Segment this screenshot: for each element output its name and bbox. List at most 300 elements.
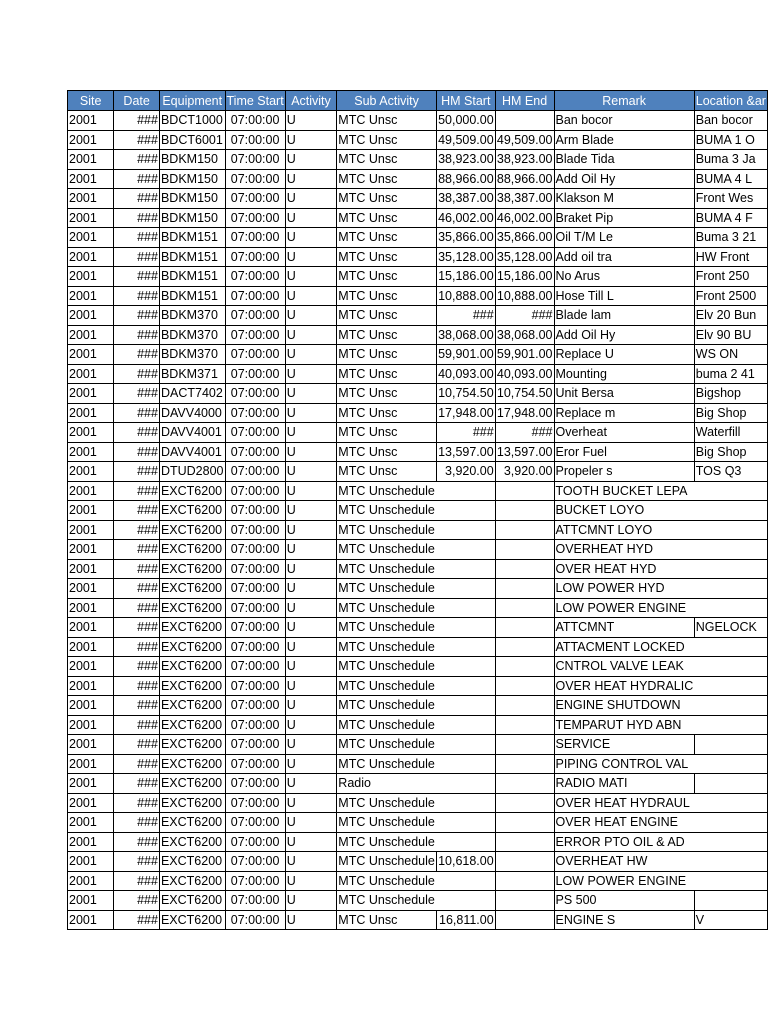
header-equipment[interactable]: Equipment xyxy=(159,91,225,111)
cell-location[interactable]: BUMA 4 L xyxy=(694,169,767,189)
cell-hm-end[interactable]: ### xyxy=(495,423,554,443)
cell-equipment[interactable]: DACT7402 xyxy=(159,384,225,404)
cell-time-start[interactable]: 07:00:00 xyxy=(225,754,285,774)
cell-time-start[interactable]: 07:00:00 xyxy=(225,462,285,482)
cell-equipment[interactable]: EXCT6200 xyxy=(159,598,225,618)
cell-location[interactable] xyxy=(694,754,767,774)
cell-hm-end[interactable]: 88,966.00 xyxy=(495,169,554,189)
cell-sub-activity[interactable]: MTC Unschedule xyxy=(337,501,437,521)
cell-remark[interactable]: Add oil tra xyxy=(554,247,694,267)
cell-hm-start[interactable] xyxy=(436,481,495,501)
cell-sub-activity[interactable]: MTC Unschedule xyxy=(337,481,437,501)
cell-activity[interactable]: U xyxy=(285,423,337,443)
cell-equipment[interactable]: EXCT6200 xyxy=(159,715,225,735)
cell-remark[interactable]: Propeler s xyxy=(554,462,694,482)
cell-remark[interactable]: Oil T/M Le xyxy=(554,228,694,248)
cell-equipment[interactable]: BDKM150 xyxy=(159,189,225,209)
cell-time-start[interactable]: 07:00:00 xyxy=(225,618,285,638)
cell-location[interactable] xyxy=(694,520,767,540)
cell-site[interactable]: 2001 xyxy=(68,793,114,813)
cell-sub-activity[interactable]: MTC Unsc xyxy=(337,325,437,345)
cell-equipment[interactable]: EXCT6200 xyxy=(159,813,225,833)
cell-time-start[interactable]: 07:00:00 xyxy=(225,169,285,189)
cell-equipment[interactable]: BDKM151 xyxy=(159,247,225,267)
cell-remark[interactable]: Unit Bersa xyxy=(554,384,694,404)
cell-activity[interactable]: U xyxy=(285,657,337,677)
cell-hm-start[interactable] xyxy=(436,715,495,735)
cell-activity[interactable]: U xyxy=(285,150,337,170)
cell-hm-end[interactable]: 3,920.00 xyxy=(495,462,554,482)
cell-site[interactable]: 2001 xyxy=(68,228,114,248)
cell-hm-end[interactable]: ### xyxy=(495,306,554,326)
cell-hm-end[interactable]: 10,888.00 xyxy=(495,286,554,306)
cell-location[interactable]: Front Wes xyxy=(694,189,767,209)
cell-date[interactable]: ### xyxy=(114,228,160,248)
cell-time-start[interactable]: 07:00:00 xyxy=(225,403,285,423)
cell-site[interactable]: 2001 xyxy=(68,520,114,540)
cell-location[interactable]: Ban bocor xyxy=(694,111,767,131)
cell-activity[interactable]: U xyxy=(285,306,337,326)
cell-activity[interactable]: U xyxy=(285,169,337,189)
cell-sub-activity[interactable]: MTC Unschedule xyxy=(337,579,437,599)
cell-site[interactable]: 2001 xyxy=(68,910,114,930)
cell-remark[interactable]: ATTCMNT LOYO xyxy=(554,520,694,540)
cell-date[interactable]: ### xyxy=(114,130,160,150)
cell-date[interactable]: ### xyxy=(114,540,160,560)
cell-site[interactable]: 2001 xyxy=(68,579,114,599)
cell-equipment[interactable]: EXCT6200 xyxy=(159,774,225,794)
cell-time-start[interactable]: 07:00:00 xyxy=(225,345,285,365)
cell-remark[interactable]: Ban bocor xyxy=(554,111,694,131)
cell-activity[interactable]: U xyxy=(285,871,337,891)
cell-date[interactable]: ### xyxy=(114,559,160,579)
cell-location[interactable]: Elv 90 BU xyxy=(694,325,767,345)
cell-activity[interactable]: U xyxy=(285,111,337,131)
cell-hm-end[interactable] xyxy=(495,657,554,677)
cell-equipment[interactable]: EXCT6200 xyxy=(159,520,225,540)
cell-activity[interactable]: U xyxy=(285,598,337,618)
cell-remark[interactable]: ENGINE S xyxy=(554,910,694,930)
cell-time-start[interactable]: 07:00:00 xyxy=(225,793,285,813)
cell-equipment[interactable]: DTUD2800 xyxy=(159,462,225,482)
cell-equipment[interactable]: EXCT6200 xyxy=(159,891,225,911)
cell-equipment[interactable]: BDCT1000 xyxy=(159,111,225,131)
cell-hm-start[interactable] xyxy=(436,813,495,833)
cell-equipment[interactable]: BDKM151 xyxy=(159,286,225,306)
cell-hm-end[interactable] xyxy=(495,637,554,657)
cell-location[interactable]: V xyxy=(694,910,767,930)
cell-location[interactable]: Big Shop xyxy=(694,442,767,462)
header-site[interactable]: Site xyxy=(68,91,114,111)
cell-site[interactable]: 2001 xyxy=(68,403,114,423)
cell-remark[interactable]: ENGINE SHUTDOWN xyxy=(554,696,694,716)
cell-location[interactable]: Front 2500 xyxy=(694,286,767,306)
cell-sub-activity[interactable]: MTC Unsc xyxy=(337,403,437,423)
cell-hm-end[interactable] xyxy=(495,891,554,911)
cell-sub-activity[interactable]: MTC Unschedule xyxy=(337,696,437,716)
cell-remark[interactable]: Add Oil Hy xyxy=(554,169,694,189)
cell-date[interactable]: ### xyxy=(114,637,160,657)
cell-location[interactable] xyxy=(694,481,767,501)
cell-time-start[interactable]: 07:00:00 xyxy=(225,423,285,443)
cell-remark[interactable]: ERROR PTO OIL & AD xyxy=(554,832,694,852)
cell-activity[interactable]: U xyxy=(285,189,337,209)
cell-hm-end[interactable]: 35,128.00 xyxy=(495,247,554,267)
cell-hm-start[interactable] xyxy=(436,735,495,755)
cell-sub-activity[interactable]: MTC Unsc xyxy=(337,910,437,930)
cell-hm-start[interactable] xyxy=(436,832,495,852)
cell-sub-activity[interactable]: MTC Unschedule xyxy=(337,618,437,638)
cell-date[interactable]: ### xyxy=(114,696,160,716)
cell-site[interactable]: 2001 xyxy=(68,423,114,443)
cell-equipment[interactable]: EXCT6200 xyxy=(159,579,225,599)
cell-date[interactable]: ### xyxy=(114,364,160,384)
cell-equipment[interactable]: DAVV4001 xyxy=(159,442,225,462)
cell-time-start[interactable]: 07:00:00 xyxy=(225,871,285,891)
cell-equipment[interactable]: BDKM370 xyxy=(159,325,225,345)
cell-date[interactable]: ### xyxy=(114,208,160,228)
cell-equipment[interactable]: EXCT6200 xyxy=(159,481,225,501)
header-hm-end[interactable]: HM End xyxy=(495,91,554,111)
cell-time-start[interactable]: 07:00:00 xyxy=(225,832,285,852)
cell-location[interactable] xyxy=(694,891,767,911)
cell-remark[interactable]: Overheat xyxy=(554,423,694,443)
cell-remark[interactable]: ATTCMNT xyxy=(554,618,694,638)
cell-hm-start[interactable] xyxy=(436,579,495,599)
cell-site[interactable]: 2001 xyxy=(68,540,114,560)
cell-time-start[interactable]: 07:00:00 xyxy=(225,286,285,306)
cell-remark[interactable]: OVERHEAT HYD xyxy=(554,540,694,560)
cell-site[interactable]: 2001 xyxy=(68,247,114,267)
cell-site[interactable]: 2001 xyxy=(68,150,114,170)
cell-location[interactable] xyxy=(694,657,767,677)
cell-hm-end[interactable] xyxy=(495,813,554,833)
cell-hm-start[interactable]: 35,866.00 xyxy=(436,228,495,248)
cell-equipment[interactable]: BDKM371 xyxy=(159,364,225,384)
cell-hm-start[interactable] xyxy=(436,637,495,657)
cell-equipment[interactable]: DAVV4000 xyxy=(159,403,225,423)
cell-hm-end[interactable] xyxy=(495,540,554,560)
cell-hm-start[interactable] xyxy=(436,657,495,677)
cell-activity[interactable]: U xyxy=(285,130,337,150)
cell-hm-end[interactable] xyxy=(495,501,554,521)
cell-hm-start[interactable]: 3,920.00 xyxy=(436,462,495,482)
cell-location[interactable] xyxy=(694,813,767,833)
cell-remark[interactable]: ATTACMENT LOCKED xyxy=(554,637,694,657)
cell-site[interactable]: 2001 xyxy=(68,306,114,326)
cell-sub-activity[interactable]: MTC Unschedule xyxy=(337,657,437,677)
cell-hm-end[interactable] xyxy=(495,852,554,872)
cell-sub-activity[interactable]: MTC Unschedule xyxy=(337,715,437,735)
cell-location[interactable] xyxy=(694,871,767,891)
cell-date[interactable]: ### xyxy=(114,852,160,872)
cell-sub-activity[interactable]: MTC Unschedule xyxy=(337,637,437,657)
cell-time-start[interactable]: 07:00:00 xyxy=(225,442,285,462)
cell-remark[interactable]: OVER HEAT HYD xyxy=(554,559,694,579)
cell-location[interactable] xyxy=(694,559,767,579)
cell-equipment[interactable]: EXCT6200 xyxy=(159,735,225,755)
header-hm-start[interactable]: HM Start xyxy=(436,91,495,111)
cell-hm-end[interactable] xyxy=(495,520,554,540)
cell-activity[interactable]: U xyxy=(285,520,337,540)
cell-activity[interactable]: U xyxy=(285,228,337,248)
cell-date[interactable]: ### xyxy=(114,598,160,618)
cell-time-start[interactable]: 07:00:00 xyxy=(225,189,285,209)
cell-site[interactable]: 2001 xyxy=(68,715,114,735)
cell-hm-start[interactable] xyxy=(436,696,495,716)
cell-date[interactable]: ### xyxy=(114,462,160,482)
cell-hm-end[interactable]: 17,948.00 xyxy=(495,403,554,423)
cell-time-start[interactable]: 07:00:00 xyxy=(225,598,285,618)
cell-hm-start[interactable]: 40,093.00 xyxy=(436,364,495,384)
cell-site[interactable]: 2001 xyxy=(68,169,114,189)
cell-location[interactable]: Buma 3 21 xyxy=(694,228,767,248)
cell-hm-end[interactable]: 40,093.00 xyxy=(495,364,554,384)
cell-site[interactable]: 2001 xyxy=(68,189,114,209)
cell-date[interactable]: ### xyxy=(114,618,160,638)
cell-time-start[interactable]: 07:00:00 xyxy=(225,384,285,404)
cell-equipment[interactable]: EXCT6200 xyxy=(159,637,225,657)
cell-time-start[interactable]: 07:00:00 xyxy=(225,267,285,287)
header-time-start[interactable]: Time Start xyxy=(225,91,285,111)
cell-time-start[interactable]: 07:00:00 xyxy=(225,813,285,833)
cell-location[interactable] xyxy=(694,501,767,521)
cell-date[interactable]: ### xyxy=(114,520,160,540)
cell-remark[interactable]: LOW POWER HYD xyxy=(554,579,694,599)
cell-time-start[interactable]: 07:00:00 xyxy=(225,735,285,755)
cell-location[interactable] xyxy=(694,793,767,813)
cell-hm-start[interactable] xyxy=(436,891,495,911)
cell-hm-start[interactable] xyxy=(436,676,495,696)
cell-time-start[interactable]: 07:00:00 xyxy=(225,579,285,599)
cell-location[interactable]: Big Shop xyxy=(694,403,767,423)
cell-activity[interactable]: U xyxy=(285,579,337,599)
cell-hm-end[interactable] xyxy=(495,481,554,501)
cell-location[interactable]: BUMA 4 F xyxy=(694,208,767,228)
cell-location[interactable] xyxy=(694,579,767,599)
cell-date[interactable]: ### xyxy=(114,345,160,365)
cell-remark[interactable]: LOW POWER ENGINE xyxy=(554,598,694,618)
cell-hm-end[interactable] xyxy=(495,735,554,755)
cell-date[interactable]: ### xyxy=(114,247,160,267)
cell-hm-start[interactable]: 35,128.00 xyxy=(436,247,495,267)
cell-remark[interactable]: Klakson M xyxy=(554,189,694,209)
cell-hm-end[interactable] xyxy=(495,618,554,638)
cell-site[interactable]: 2001 xyxy=(68,286,114,306)
cell-hm-end[interactable] xyxy=(495,696,554,716)
cell-remark[interactable]: RADIO MATI xyxy=(554,774,694,794)
cell-equipment[interactable]: BDKM370 xyxy=(159,345,225,365)
cell-site[interactable]: 2001 xyxy=(68,774,114,794)
cell-site[interactable]: 2001 xyxy=(68,735,114,755)
cell-hm-start[interactable]: 38,068.00 xyxy=(436,325,495,345)
cell-site[interactable]: 2001 xyxy=(68,754,114,774)
cell-activity[interactable]: U xyxy=(285,403,337,423)
cell-date[interactable]: ### xyxy=(114,813,160,833)
cell-hm-end[interactable] xyxy=(495,579,554,599)
cell-location[interactable] xyxy=(694,715,767,735)
cell-time-start[interactable]: 07:00:00 xyxy=(225,715,285,735)
cell-remark[interactable]: PS 500 xyxy=(554,891,694,911)
cell-activity[interactable]: U xyxy=(285,754,337,774)
cell-activity[interactable]: U xyxy=(285,442,337,462)
cell-sub-activity[interactable]: MTC Unsc xyxy=(337,111,437,131)
cell-location[interactable]: Bigshop xyxy=(694,384,767,404)
cell-time-start[interactable]: 07:00:00 xyxy=(225,559,285,579)
cell-activity[interactable]: U xyxy=(285,891,337,911)
cell-hm-start[interactable] xyxy=(436,871,495,891)
cell-equipment[interactable]: DAVV4001 xyxy=(159,423,225,443)
cell-equipment[interactable]: EXCT6200 xyxy=(159,696,225,716)
cell-hm-start[interactable]: 16,811.00 xyxy=(436,910,495,930)
cell-activity[interactable]: U xyxy=(285,345,337,365)
cell-equipment[interactable]: EXCT6200 xyxy=(159,852,225,872)
cell-time-start[interactable]: 07:00:00 xyxy=(225,657,285,677)
cell-date[interactable]: ### xyxy=(114,774,160,794)
cell-equipment[interactable]: BDKM150 xyxy=(159,169,225,189)
cell-hm-end[interactable]: 35,866.00 xyxy=(495,228,554,248)
cell-sub-activity[interactable]: MTC Unschedule xyxy=(337,598,437,618)
cell-date[interactable]: ### xyxy=(114,403,160,423)
cell-time-start[interactable]: 07:00:00 xyxy=(225,676,285,696)
cell-date[interactable]: ### xyxy=(114,715,160,735)
cell-remark[interactable]: PIPING CONTROL VAL xyxy=(554,754,694,774)
cell-activity[interactable]: U xyxy=(285,501,337,521)
cell-hm-start[interactable] xyxy=(436,774,495,794)
cell-hm-end[interactable]: 59,901.00 xyxy=(495,345,554,365)
cell-site[interactable]: 2001 xyxy=(68,325,114,345)
cell-date[interactable]: ### xyxy=(114,871,160,891)
cell-activity[interactable]: U xyxy=(285,384,337,404)
cell-equipment[interactable]: BDKM151 xyxy=(159,267,225,287)
cell-date[interactable]: ### xyxy=(114,111,160,131)
cell-equipment[interactable]: EXCT6200 xyxy=(159,657,225,677)
cell-equipment[interactable]: BDKM150 xyxy=(159,150,225,170)
cell-site[interactable]: 2001 xyxy=(68,832,114,852)
cell-hm-end[interactable] xyxy=(495,793,554,813)
cell-hm-end[interactable]: 38,923.00 xyxy=(495,150,554,170)
cell-remark[interactable]: Mounting xyxy=(554,364,694,384)
cell-time-start[interactable]: 07:00:00 xyxy=(225,637,285,657)
cell-date[interactable]: ### xyxy=(114,267,160,287)
cell-time-start[interactable]: 07:00:00 xyxy=(225,247,285,267)
cell-date[interactable]: ### xyxy=(114,793,160,813)
cell-site[interactable]: 2001 xyxy=(68,618,114,638)
cell-site[interactable]: 2001 xyxy=(68,345,114,365)
cell-remark[interactable]: SERVICE xyxy=(554,735,694,755)
cell-time-start[interactable]: 07:00:00 xyxy=(225,520,285,540)
cell-time-start[interactable]: 07:00:00 xyxy=(225,364,285,384)
cell-site[interactable]: 2001 xyxy=(68,384,114,404)
cell-site[interactable]: 2001 xyxy=(68,657,114,677)
cell-remark[interactable]: OVER HEAT HYDRAUL xyxy=(554,793,694,813)
cell-hm-end[interactable] xyxy=(495,559,554,579)
cell-location[interactable] xyxy=(694,676,767,696)
cell-remark[interactable]: OVER HEAT ENGINE xyxy=(554,813,694,833)
cell-date[interactable]: ### xyxy=(114,286,160,306)
cell-equipment[interactable]: BDKM151 xyxy=(159,228,225,248)
cell-hm-start[interactable]: 15,186.00 xyxy=(436,267,495,287)
cell-location[interactable] xyxy=(694,832,767,852)
cell-date[interactable]: ### xyxy=(114,481,160,501)
cell-site[interactable]: 2001 xyxy=(68,813,114,833)
cell-hm-end[interactable] xyxy=(495,676,554,696)
cell-equipment[interactable]: BDCT6001 xyxy=(159,130,225,150)
cell-site[interactable]: 2001 xyxy=(68,462,114,482)
cell-sub-activity[interactable]: MTC Unsc xyxy=(337,364,437,384)
cell-sub-activity[interactable]: MTC Unschedule xyxy=(337,735,437,755)
cell-location[interactable]: Buma 3 Ja xyxy=(694,150,767,170)
cell-sub-activity[interactable]: MTC Unsc xyxy=(337,423,437,443)
cell-time-start[interactable]: 07:00:00 xyxy=(225,306,285,326)
cell-hm-start[interactable] xyxy=(436,793,495,813)
cell-date[interactable]: ### xyxy=(114,189,160,209)
cell-activity[interactable]: U xyxy=(285,481,337,501)
cell-activity[interactable]: U xyxy=(285,325,337,345)
cell-hm-start[interactable]: 10,754.50 xyxy=(436,384,495,404)
cell-hm-start[interactable]: 50,000.00 xyxy=(436,111,495,131)
cell-sub-activity[interactable]: MTC Unsc xyxy=(337,208,437,228)
cell-activity[interactable]: U xyxy=(285,618,337,638)
cell-site[interactable]: 2001 xyxy=(68,130,114,150)
cell-date[interactable]: ### xyxy=(114,754,160,774)
cell-activity[interactable]: U xyxy=(285,637,337,657)
cell-time-start[interactable]: 07:00:00 xyxy=(225,540,285,560)
cell-hm-end[interactable] xyxy=(495,754,554,774)
cell-time-start[interactable]: 07:00:00 xyxy=(225,774,285,794)
cell-time-start[interactable]: 07:00:00 xyxy=(225,696,285,716)
cell-time-start[interactable]: 07:00:00 xyxy=(225,208,285,228)
cell-site[interactable]: 2001 xyxy=(68,696,114,716)
cell-sub-activity[interactable]: MTC Unsc xyxy=(337,442,437,462)
cell-time-start[interactable]: 07:00:00 xyxy=(225,501,285,521)
cell-remark[interactable]: Hose Till L xyxy=(554,286,694,306)
cell-hm-end[interactable] xyxy=(495,832,554,852)
cell-hm-end[interactable] xyxy=(495,111,554,131)
cell-equipment[interactable]: EXCT6200 xyxy=(159,871,225,891)
cell-activity[interactable]: U xyxy=(285,676,337,696)
cell-location[interactable] xyxy=(694,637,767,657)
cell-date[interactable]: ### xyxy=(114,501,160,521)
cell-date[interactable]: ### xyxy=(114,579,160,599)
cell-time-start[interactable]: 07:00:00 xyxy=(225,891,285,911)
cell-sub-activity[interactable]: MTC Unsc xyxy=(337,462,437,482)
header-remark[interactable]: Remark xyxy=(554,91,694,111)
cell-hm-end[interactable] xyxy=(495,774,554,794)
cell-sub-activity[interactable]: MTC Unsc xyxy=(337,247,437,267)
cell-sub-activity[interactable]: MTC Unsc xyxy=(337,267,437,287)
cell-time-start[interactable]: 07:00:00 xyxy=(225,481,285,501)
cell-activity[interactable]: U xyxy=(285,793,337,813)
cell-equipment[interactable]: EXCT6200 xyxy=(159,910,225,930)
cell-hm-start[interactable] xyxy=(436,618,495,638)
cell-site[interactable]: 2001 xyxy=(68,442,114,462)
cell-sub-activity[interactable]: MTC Unsc xyxy=(337,228,437,248)
cell-sub-activity[interactable]: MTC Unsc xyxy=(337,150,437,170)
cell-site[interactable]: 2001 xyxy=(68,481,114,501)
cell-date[interactable]: ### xyxy=(114,384,160,404)
cell-remark[interactable]: CNTROL VALVE LEAK xyxy=(554,657,694,677)
cell-hm-end[interactable]: 13,597.00 xyxy=(495,442,554,462)
cell-location[interactable]: HW Front xyxy=(694,247,767,267)
cell-sub-activity[interactable]: MTC Unsc xyxy=(337,345,437,365)
cell-sub-activity[interactable]: MTC Unschedule xyxy=(337,520,437,540)
cell-remark[interactable]: OVER HEAT HYDRALIC xyxy=(554,676,694,696)
cell-hm-start[interactable] xyxy=(436,559,495,579)
cell-equipment[interactable]: EXCT6200 xyxy=(159,676,225,696)
cell-date[interactable]: ### xyxy=(114,150,160,170)
cell-location[interactable] xyxy=(694,735,767,755)
